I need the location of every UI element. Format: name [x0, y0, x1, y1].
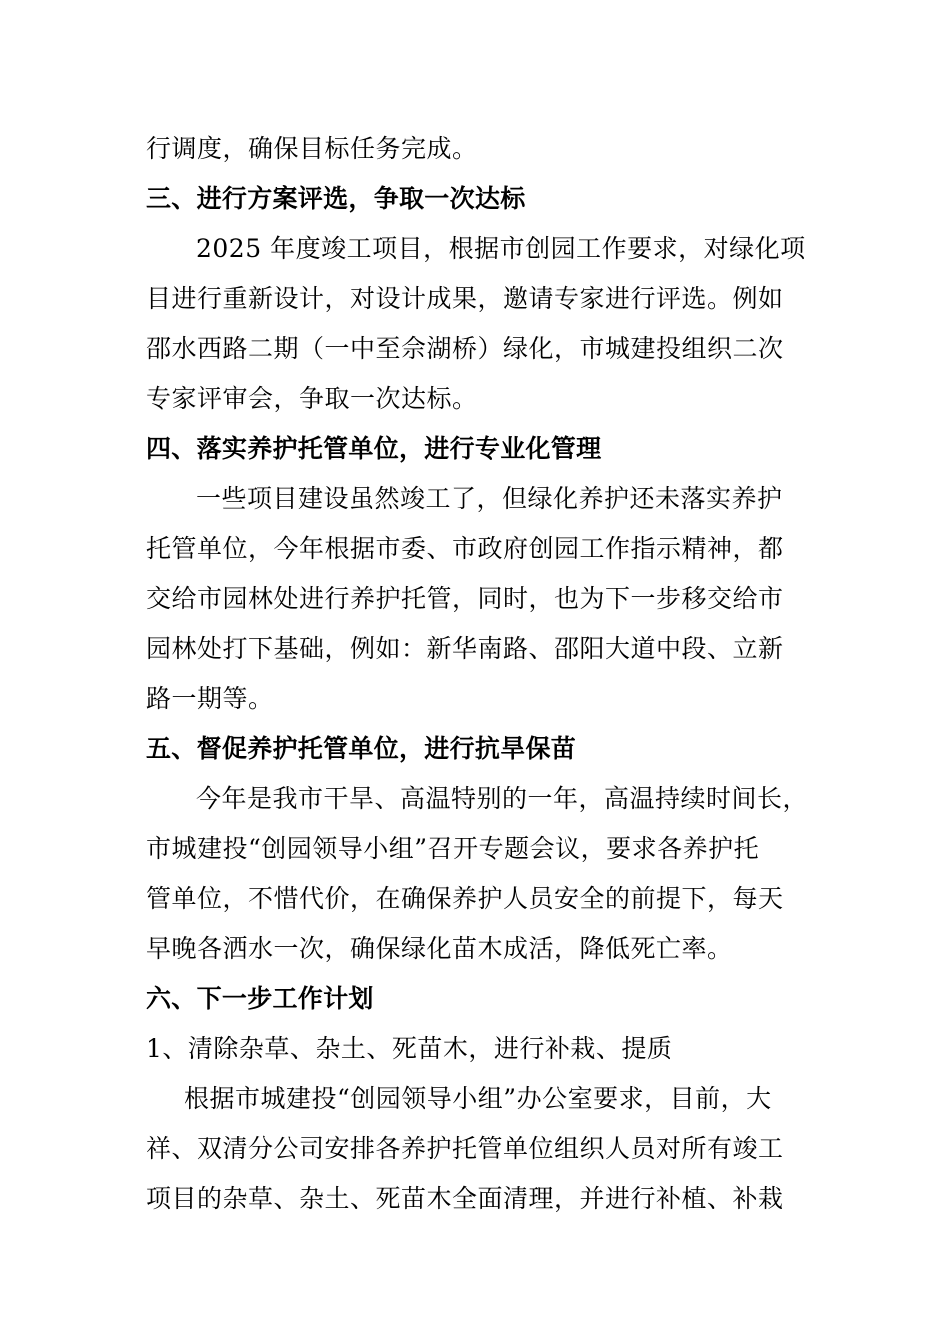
paragraph-line: 今年是我市干旱、高温特别的一年，高温持续时间长，	[196, 784, 809, 813]
paragraph-line: 园林处打下基础，例如：新华南路、邵阳大道中段、立新	[146, 634, 784, 663]
paragraph-line: 根据市城建投“创园领导小组”办公室要求，目前，大	[184, 1084, 772, 1113]
section-heading-5: 五、督促养护托管单位，进行抗旱保苗	[146, 734, 577, 763]
paragraph-line: 项目的杂草、杂土、死苗木全面清理，并进行补植、补栽	[146, 1184, 784, 1213]
paragraph-line: 路一期等。	[146, 684, 274, 713]
section-heading-6: 六、下一步工作计划	[146, 984, 374, 1013]
paragraph-line: 祥、双清分公司安排各养护托管单位组织人员对所有竣工	[146, 1134, 784, 1163]
paragraph-line: 专家评审会，争取一次达标。	[146, 384, 478, 413]
paragraph-line: 邵水西路二期（一中至佘湖桥）绿化，市城建投组织二次	[146, 334, 784, 363]
paragraph-line: 市城建投“创园领导小组”召开专题会议，要求各养护托	[146, 834, 760, 863]
paragraph-line: 行调度，确保目标任务完成。	[146, 134, 478, 163]
subsection-heading: 1、清除杂草、杂土、死苗木，进行补栽、提质	[146, 1034, 673, 1063]
paragraph-line: 交给市园林处进行养护托管，同时，也为下一步移交给市	[146, 584, 784, 613]
paragraph-line: 2025 年度竣工项目，根据市创园工作要求，对绿化项	[196, 234, 806, 263]
section-heading-4: 四、落实养护托管单位，进行专业化管理	[146, 434, 602, 463]
paragraph-line: 一些项目建设虽然竣工了，但绿化养护还未落实养护	[196, 484, 783, 513]
section-heading-3: 三、进行方案评选，争取一次达标	[146, 184, 526, 213]
paragraph-line: 托管单位，今年根据市委、市政府创园工作指示精神，都	[146, 534, 784, 563]
paragraph-line: 管单位，不惜代价，在确保养护人员安全的前提下，每天	[146, 884, 784, 913]
paragraph-line: 目进行重新设计，对设计成果，邀请专家进行评选。例如	[146, 284, 784, 313]
paragraph-line: 早晚各洒水一次，确保绿化苗木成活，降低死亡率。	[146, 934, 733, 963]
